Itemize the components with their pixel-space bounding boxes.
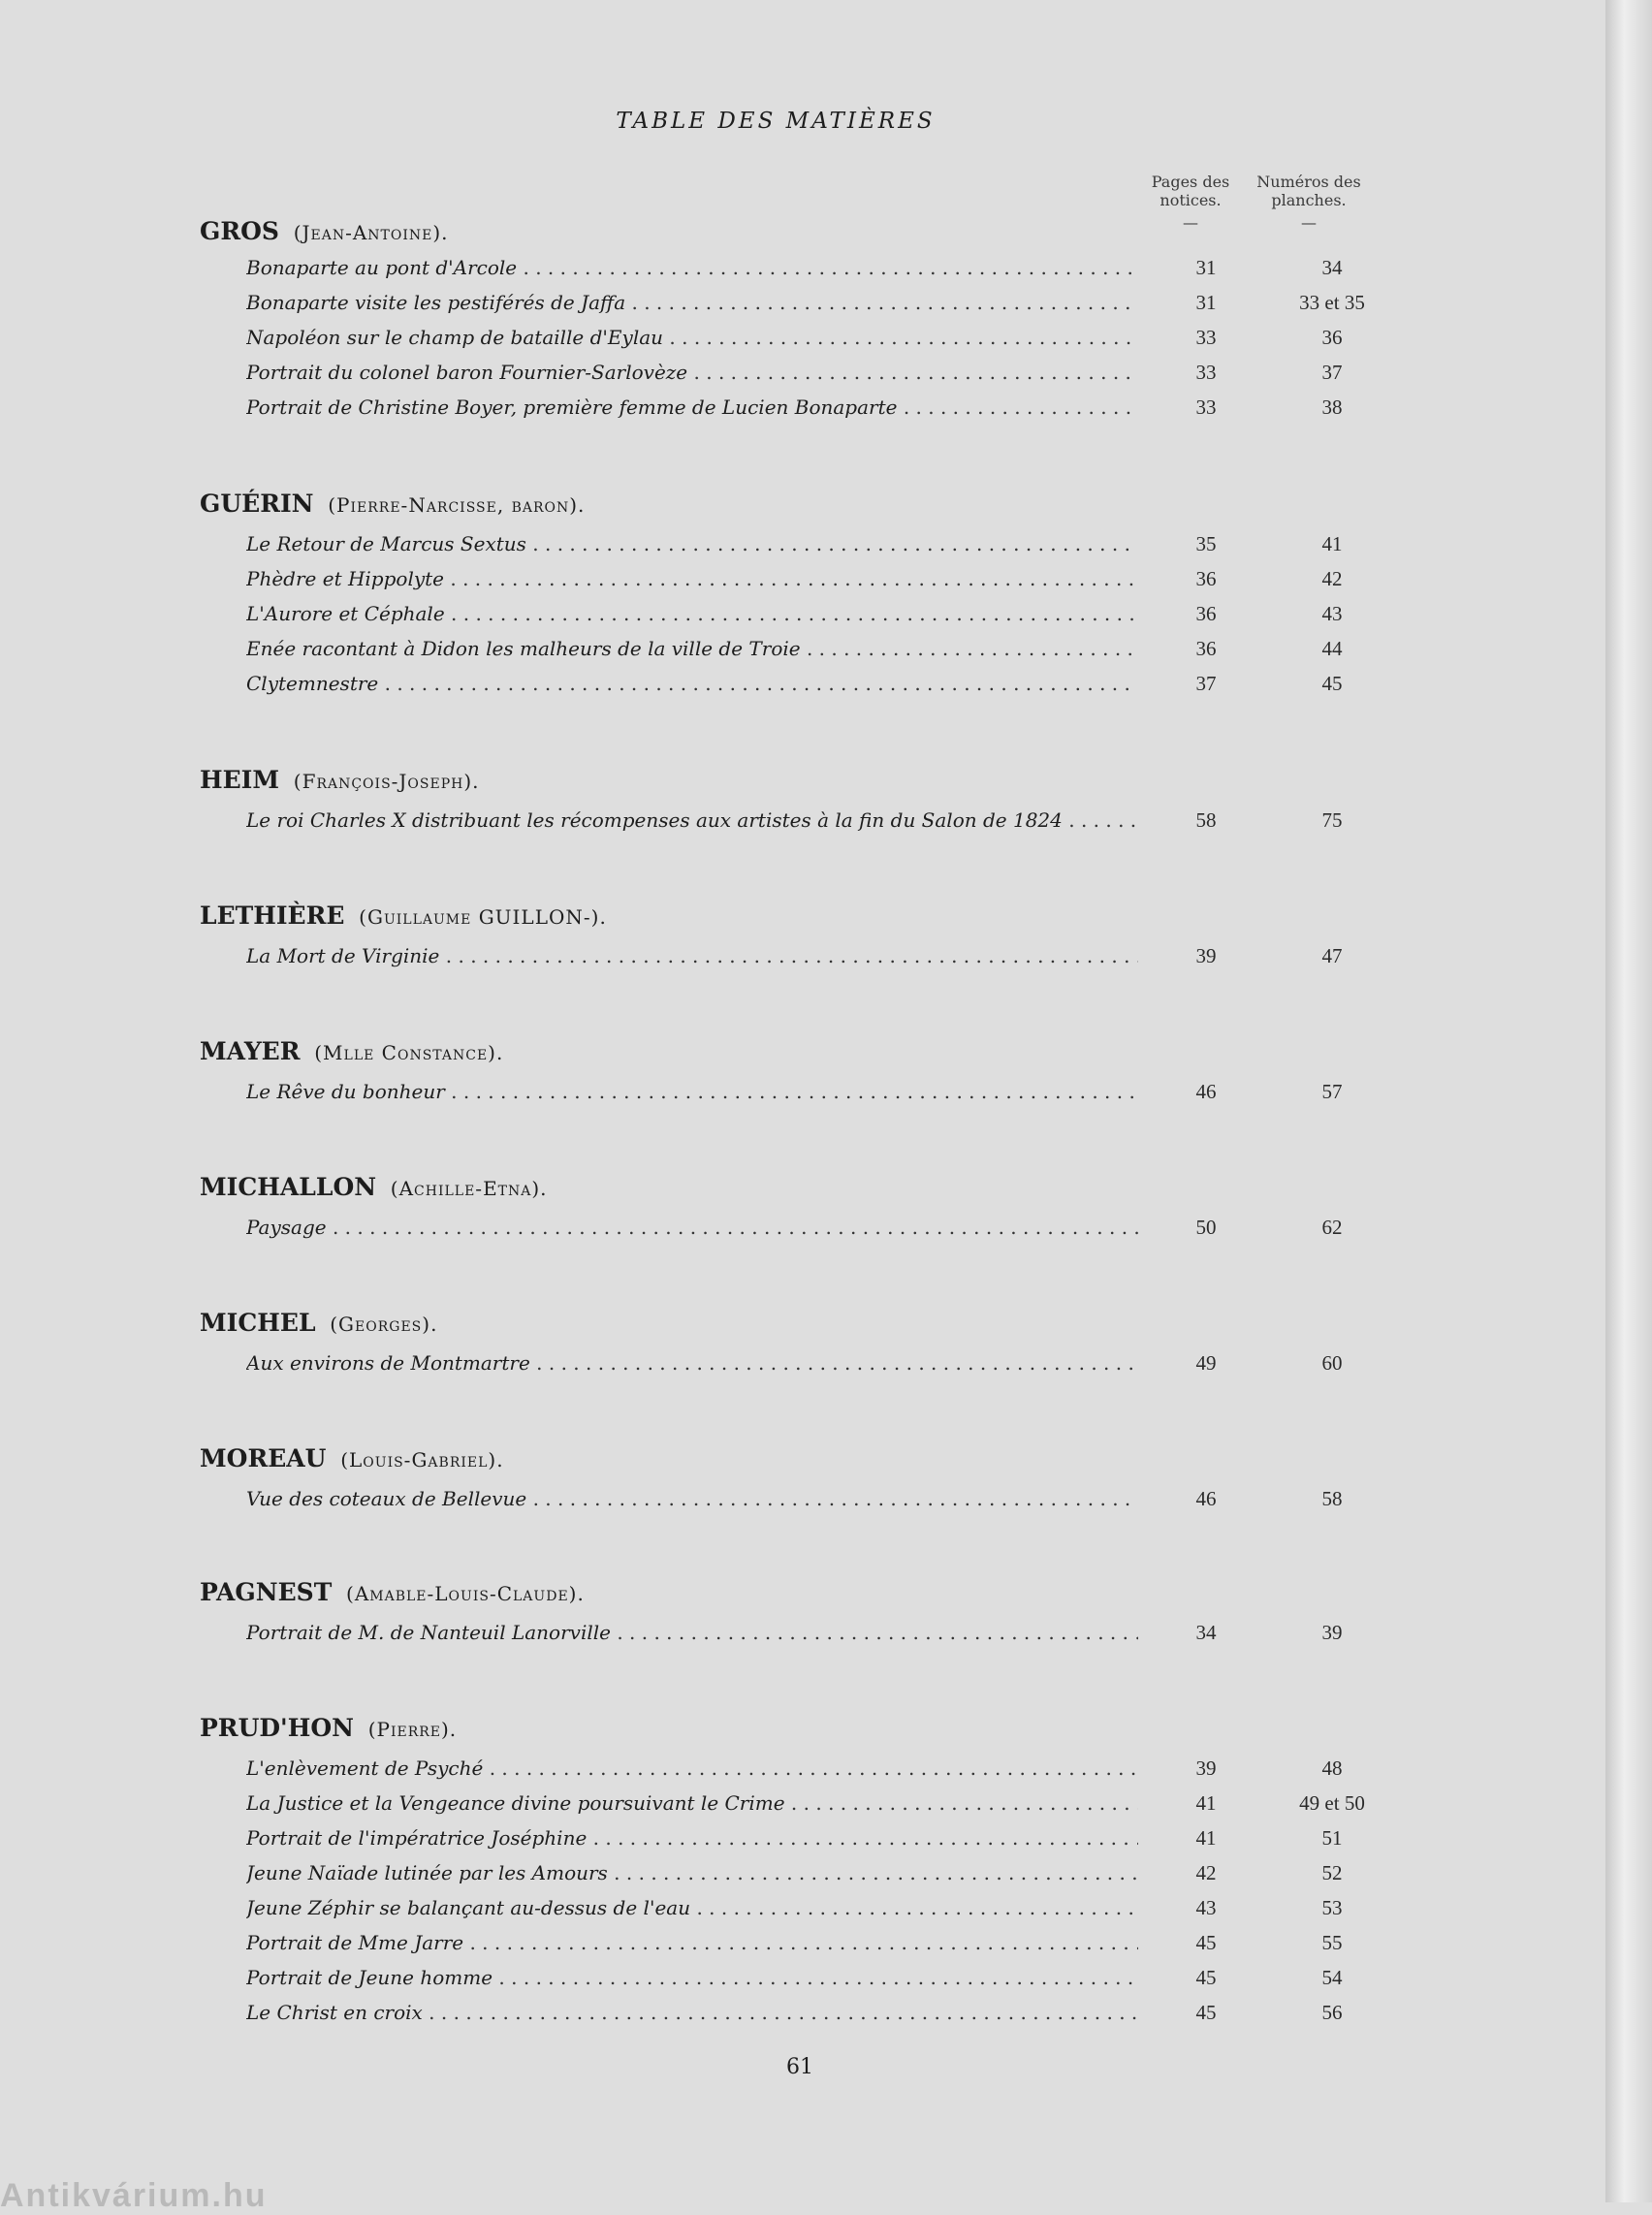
artist-heading — [200, 217, 1169, 245]
artist-name: HEIM — [200, 766, 280, 794]
artist-heading — [200, 1309, 1169, 1337]
page-ref: 58 — [1195, 808, 1217, 832]
artist-name: PAGNEST — [200, 1578, 333, 1606]
toc-entry[interactable] — [246, 602, 1390, 637]
page-ref: 46 — [1195, 1080, 1217, 1103]
pages-header-dash: — — [1183, 213, 1198, 232]
page-edge — [1605, 0, 1652, 2202]
artist-name: MAYER — [200, 1037, 301, 1065]
work-title: Le Rêve du bonheur . . . — [246, 1080, 1138, 1103]
artist-detail: (Amable-Louis-Claude). — [346, 1582, 585, 1605]
toc-entry[interactable] — [246, 808, 1390, 843]
artist-detail: (Louis-Gabriel). — [340, 1448, 504, 1471]
artist-name: PRUD'HON — [200, 1714, 354, 1742]
plate-ref: 39 — [1321, 1621, 1343, 1644]
artist-name: GROS — [200, 217, 279, 245]
work-title: Napoléon sur le champ de bataille d'Eylau . . . — [246, 326, 1138, 349]
page-ref: 37 — [1195, 672, 1217, 695]
page-ref: 39 — [1195, 944, 1217, 967]
toc-entry[interactable] — [246, 672, 1390, 707]
artist-heading — [200, 1037, 1169, 1065]
page-ref: 45 — [1195, 2001, 1217, 2024]
page-title: TABLE DES MATIÈRES — [616, 109, 936, 134]
toc-entry[interactable] — [246, 326, 1390, 361]
work-title: La Mort de Virginie . . . — [246, 944, 1138, 967]
plate-ref: 45 — [1321, 672, 1343, 695]
plate-ref: 54 — [1321, 1966, 1343, 1989]
toc-entry[interactable] — [246, 532, 1390, 567]
work-title: Portrait de M. de Nanteuil Lanorville . . . — [246, 1621, 1138, 1644]
work-title: Bonaparte visite les pestiférés de Jaffa . . . — [246, 291, 1138, 314]
page-ref: 33 — [1195, 396, 1217, 419]
page-number: 61 — [786, 2055, 813, 2079]
work-title: Portrait de l'impératrice Joséphine . . . — [246, 1826, 1138, 1850]
work-title: Portrait de Christine Boyer, première femme de Lucien Bonaparte . . . — [246, 396, 1138, 419]
plate-ref: 58 — [1321, 1487, 1343, 1510]
artist-heading — [200, 1173, 1169, 1201]
artist-detail: (Guillaume GUILLON-). — [359, 905, 607, 929]
artist-detail: (François-Joseph). — [293, 770, 480, 793]
page-ref: 36 — [1195, 567, 1217, 590]
work-title: Vue des coteaux de Bellevue . . . — [246, 1487, 1138, 1510]
work-title: Jeune Naïade lutinée par les Amours . . . — [246, 1861, 1138, 1884]
work-title: L'Aurore et Céphale . . . — [246, 602, 1138, 625]
page-ref: 33 — [1195, 361, 1217, 384]
page-ref: 36 — [1195, 637, 1217, 660]
page-ref: 49 — [1195, 1351, 1217, 1375]
page-ref: 42 — [1195, 1861, 1217, 1884]
plates-header-line-2: planches. — [1271, 191, 1347, 209]
artist-heading — [200, 902, 1169, 930]
toc-entry[interactable] — [246, 256, 1390, 291]
toc-entry[interactable] — [246, 1791, 1390, 1826]
page-ref: 41 — [1195, 1826, 1217, 1850]
work-title: Enée racontant à Didon les malheurs de la ville de Troie . . . — [246, 637, 1138, 660]
artist-heading — [200, 1714, 1169, 1742]
toc-entry[interactable] — [246, 1351, 1390, 1386]
work-title: Le Retour de Marcus Sextus . . . — [246, 532, 1138, 555]
work-title: Le Christ en croix . . . — [246, 2001, 1138, 2024]
toc-entry[interactable] — [246, 361, 1390, 396]
toc-entry[interactable] — [246, 1621, 1390, 1656]
toc-entry[interactable] — [246, 2001, 1390, 2036]
toc-entry[interactable] — [246, 1487, 1390, 1522]
toc-entry[interactable] — [246, 1931, 1390, 1966]
toc-entry[interactable] — [246, 637, 1390, 672]
artist-heading — [200, 1578, 1169, 1606]
artist-heading — [200, 490, 1169, 518]
page-ref: 33 — [1195, 326, 1217, 349]
toc-entry[interactable] — [246, 291, 1390, 326]
page-ref: 35 — [1195, 532, 1217, 555]
artist-name: MOREAU — [200, 1444, 327, 1472]
artist-detail: (Pierre). — [367, 1718, 458, 1741]
work-title: Portrait de Mme Jarre . . . — [246, 1931, 1138, 1954]
plate-ref: 51 — [1321, 1826, 1343, 1850]
work-title: Portrait du colonel baron Fournier-Sarlovèze . . . — [246, 361, 1138, 384]
page-ref: 45 — [1195, 1966, 1217, 1989]
page-ref: 43 — [1195, 1896, 1217, 1919]
toc-entry[interactable] — [246, 567, 1390, 602]
toc-entry[interactable] — [246, 1826, 1390, 1861]
plate-ref: 48 — [1321, 1756, 1343, 1780]
work-title: Paysage . . . — [246, 1216, 1138, 1239]
plate-ref: 60 — [1321, 1351, 1343, 1375]
page-ref: 41 — [1195, 1791, 1217, 1815]
toc-entry[interactable] — [246, 396, 1390, 430]
plate-ref: 33 et 35 — [1299, 291, 1365, 314]
toc-entry[interactable] — [246, 1080, 1390, 1115]
pages-header-line-1: Pages des — [1151, 173, 1230, 191]
artist-name: MICHEL — [200, 1309, 316, 1337]
plate-ref: 53 — [1321, 1896, 1343, 1919]
page-ref: 36 — [1195, 602, 1217, 625]
plate-ref: 36 — [1321, 326, 1343, 349]
page-ref: 34 — [1195, 1621, 1217, 1644]
toc-entry[interactable] — [246, 1756, 1390, 1791]
plate-ref: 56 — [1321, 2001, 1343, 2024]
toc-entry[interactable] — [246, 1966, 1390, 2001]
plate-ref: 75 — [1321, 808, 1343, 832]
watermark: Antikvárium.hu — [0, 2177, 268, 2214]
plate-ref: 47 — [1321, 944, 1343, 967]
plate-ref: 37 — [1321, 361, 1343, 384]
page-ref: 50 — [1195, 1216, 1217, 1239]
artist-detail: (Pierre-Narcisse, baron). — [328, 493, 586, 517]
page-ref: 31 — [1195, 256, 1217, 279]
page-ref: 45 — [1195, 1931, 1217, 1954]
work-title: L'enlèvement de Psyché . . . — [246, 1756, 1138, 1780]
artist-detail: (Achille-Etna). — [390, 1177, 548, 1200]
plate-ref: 49 et 50 — [1299, 1791, 1365, 1815]
plate-ref: 55 — [1321, 1931, 1343, 1954]
toc-entry[interactable] — [246, 1896, 1390, 1931]
work-title: Phèdre et Hippolyte . . . — [246, 567, 1138, 590]
pages-header-line-2: notices. — [1160, 191, 1222, 209]
toc-entry[interactable] — [246, 1216, 1390, 1250]
plate-ref: 52 — [1321, 1861, 1343, 1884]
work-title: Aux environs de Montmartre . . . — [246, 1351, 1138, 1375]
plates-header-line-1: Numéros des — [1256, 173, 1361, 191]
artist-name: LETHIÈRE — [200, 902, 345, 930]
plate-ref: 43 — [1321, 602, 1343, 625]
artist-heading — [200, 1444, 1169, 1472]
toc-entry[interactable] — [246, 944, 1390, 979]
artist-detail: (Jean-Antoine). — [293, 221, 449, 244]
plates-header-dash: — — [1301, 213, 1317, 232]
plate-ref: 34 — [1321, 256, 1343, 279]
work-title: Le roi Charles X distribuant les récompenses aux artistes à la fin du Salon de 1824 . . . — [246, 808, 1138, 832]
page-ref: 46 — [1195, 1487, 1217, 1510]
work-title: Clytemnestre . . . — [246, 672, 1138, 695]
artist-name: MICHALLON — [200, 1173, 377, 1201]
plate-ref: 41 — [1321, 532, 1343, 555]
artist-name: GUÉRIN — [200, 490, 314, 518]
artist-heading — [200, 766, 1169, 794]
work-title: Jeune Zéphir se balançant au-dessus de l'eau . . . — [246, 1896, 1138, 1919]
toc-entry[interactable] — [246, 1861, 1390, 1896]
plates-column-header — [1251, 173, 1367, 232]
plate-ref: 42 — [1321, 567, 1343, 590]
work-title: Portrait de Jeune homme . . . — [246, 1966, 1138, 1989]
work-title: Bonaparte au pont d'Arcole . . . — [246, 256, 1138, 279]
artist-detail: (Mlle Constance). — [314, 1041, 504, 1064]
work-title: La Justice et la Vengeance divine poursuivant le Crime . . . — [246, 1791, 1138, 1815]
artist-detail: (Georges). — [330, 1313, 438, 1336]
page-ref: 31 — [1195, 291, 1217, 314]
plate-ref: 38 — [1321, 396, 1343, 419]
plate-ref: 62 — [1321, 1216, 1343, 1239]
plate-ref: 57 — [1321, 1080, 1343, 1103]
plate-ref: 44 — [1321, 637, 1343, 660]
page-ref: 39 — [1195, 1756, 1217, 1780]
